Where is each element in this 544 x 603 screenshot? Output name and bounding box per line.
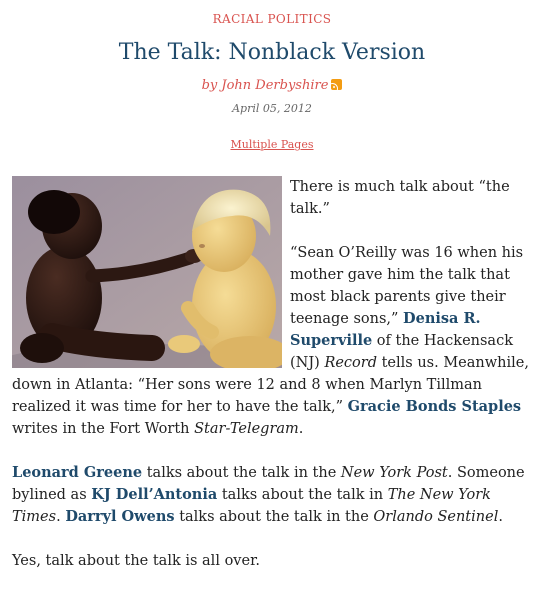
article-body [12, 176, 534, 594]
multiple-pages-container [0, 138, 544, 151]
publication-star-telegram: Star-Telegram [194, 421, 299, 437]
author-link-dellantonia[interactable]: KJ Dell’Antonia [91, 486, 218, 503]
publication-record: Record [324, 355, 377, 371]
paragraph-3: Leonard Greene talks about the talk in the New York Post. Someone bylined as KJ Dell’Antonia talks about the talk in The New York Times. Darryl Owens talks about the talk in the Orlando Sentinel. [12, 464, 525, 525]
multiple-pages-link[interactable]: Multiple Pages [230, 138, 314, 151]
photo-spacer [12, 176, 290, 372]
article-title: The Talk: Nonblack Version [118, 40, 426, 65]
publication-orlando-sentinel: Orlando Sentinel [373, 509, 499, 525]
author-link-staples[interactable]: Gracie Bonds Staples [347, 398, 522, 415]
paragraph-4: Yes, talk about the talk is all over. [12, 553, 261, 569]
byline [0, 78, 544, 93]
publication-ny-post: New York Post [340, 465, 448, 481]
publish-date: April 05, 2012 [232, 102, 312, 115]
author-link[interactable]: by John Derbyshire [201, 78, 329, 93]
section-kicker[interactable]: RACIAL POLITICS [212, 12, 332, 26]
author-link-greene[interactable]: Leonard Greene [12, 464, 143, 481]
author-link-owens[interactable]: Darryl Owens [65, 508, 175, 525]
paragraph-1: There is much talk about “the talk.” [290, 179, 510, 217]
rss-icon[interactable] [331, 79, 342, 90]
paragraph-2: “Sean O’Reilly was 16 when his mother gave him the talk that most black parents give their teenage sons,” Denisa R. Superville of the Hackensack (NJ) Record tells us. Meanwhile, down in Atlanta: “Her sons were 12 and 8 when Marlyn Tillman realized it was time for her to have the talk,” Gracie Bonds Staples writes in the Fort Worth Star-Telegram. [12, 245, 529, 437]
publication-nyt: The New York Times [12, 487, 491, 525]
author-link-superville[interactable]: Denisa R. Superville [290, 310, 481, 349]
